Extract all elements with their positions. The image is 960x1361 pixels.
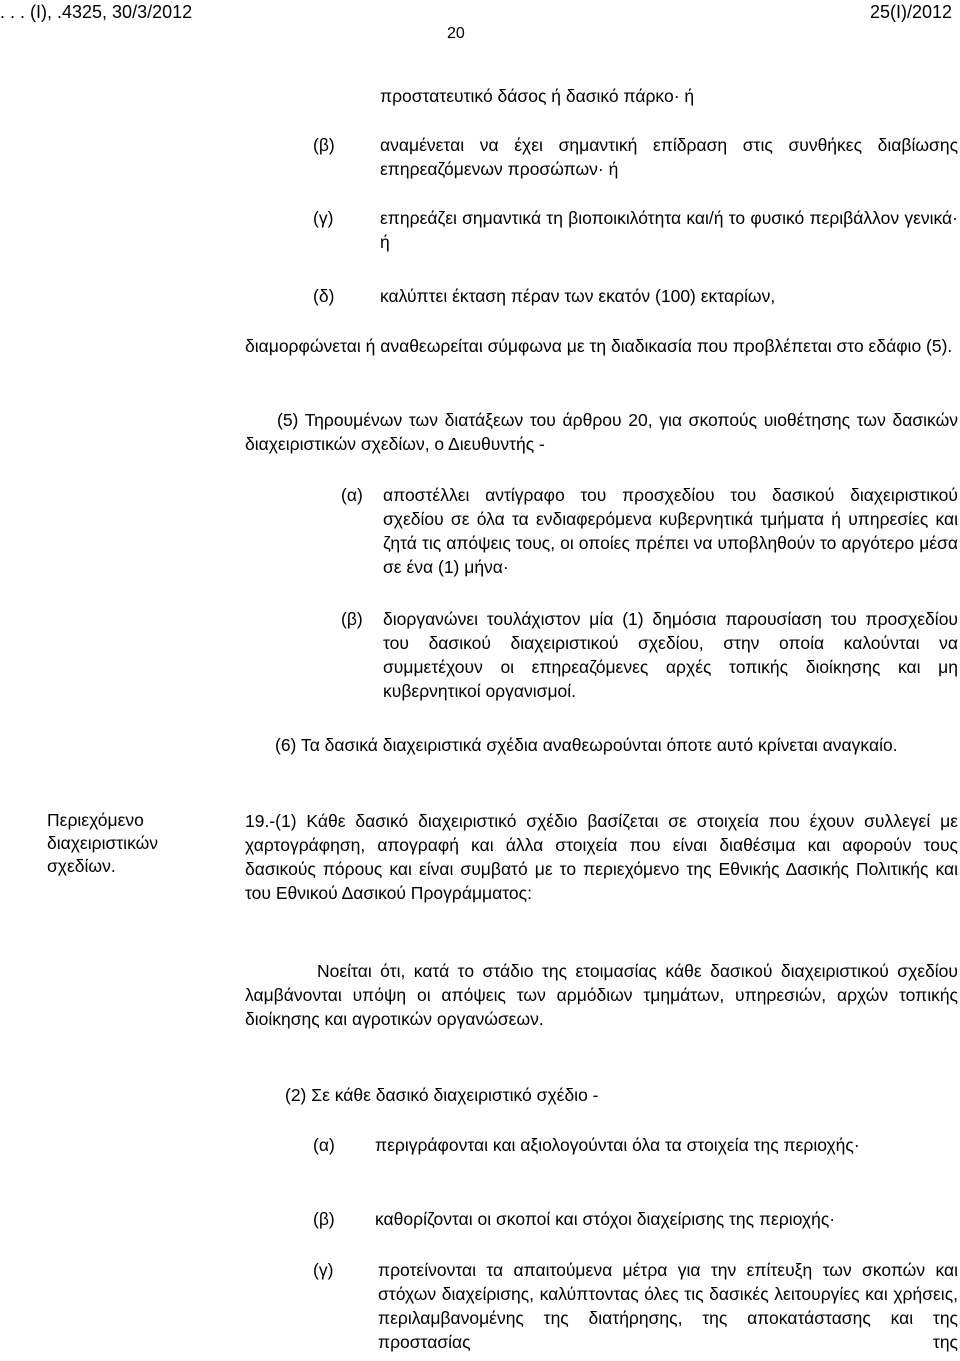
article-19-paragraph-1: 19.-(1) Κάθε δασικό διαχειριστικό σχέδιο βασίζεται σε στοιχεία που έχουν συλλεγεί με χαρτογράφηση, απογραφή και άλλα στοιχεία που είναι διαθέσιμα και αφορούν τους δασικούς πόρους και είναι συμβατό με το περιεχόμενο της Εθνικής Δασικής Πολιτικής και του Εθνικού Δασικού Προγράμματος: bbox=[245, 811, 958, 903]
subsection-6: (6) Τα δασικά διαχειριστικά σχέδια αναθεωρούνται όποτε αυτό κρίνεται αναγκαίο. bbox=[275, 735, 898, 755]
list-label: (β) bbox=[313, 135, 335, 155]
paragraph-closing: διαμορφώνεται ή αναθεωρείται σύμφωνα με τη διαδικασία που προβλέπεται στο εδάφιο (5). bbox=[245, 336, 953, 356]
page-number: 20 bbox=[447, 25, 465, 42]
list-item-text: καλύπτει έκταση πέραν των εκατόν (100) εκταρίων, bbox=[380, 286, 776, 306]
list-label: (δ) bbox=[313, 286, 335, 306]
list-label: (γ) bbox=[313, 1260, 334, 1280]
margin-note: Περιεχόμενο διαχειριστικών σχεδίων. bbox=[47, 810, 159, 876]
list-item-text: καθορίζονται οι σκοποί και στόχοι διαχείρισης της περιοχής· bbox=[375, 1209, 836, 1229]
list-item-text: διοργανώνει τουλάχιστον μία (1) δημόσια παρουσίαση του προσχεδίου του δασικού διαχειριστικού σχεδίου, στην οποία καλούνται να συμμετέχουν οι επηρεαζόμενες αρχές τοπικής διοίκησης και μη κυβερνητικοί οργανισμοί. bbox=[383, 609, 958, 701]
list-label: (γ) bbox=[313, 208, 334, 228]
list-label: (β) bbox=[313, 1209, 335, 1229]
list-label: (α) bbox=[313, 1135, 335, 1155]
list-item-text: επηρεάζει σημαντικά τη βιοποικιλότητα και/ή το φυσικό περιβάλλον γενικά· ή bbox=[380, 208, 958, 252]
list-item-text: προτείνονται τα απαιτούμενα μέτρα για την επίτευξη των σκοπών και στόχων διαχείρισης, καλύπτοντας όλες τις δασικές λειτουργίες και χρήσεις, περιλαμβανομένης της διατήρησης, της αποκατάστασης και της προστασίας της bbox=[378, 1260, 958, 1352]
list-item-text: αποστέλλει αντίγραφο του προσχεδίου του δασικού διαχειριστικού σχεδίου σε όλα τα ενδιαφερόμενα κυβερνητικά τμήματα ή υπηρεσίες και ζητά τις απόψεις τους, οι οποίες πρέπει να υποβληθούν το αργότερο μέσα σε ένα (1) μήνα· bbox=[383, 485, 958, 577]
header-law-number: 25(Ι)/2012 bbox=[869, 2, 952, 22]
list-item-text: περιγράφονται και αξιολογούνται όλα τα στοιχεία της περιοχής· bbox=[375, 1135, 860, 1155]
list-item-text: αναμένεται να έχει σημαντική επίδραση στις συνθήκες διαβίωσης επηρεαζόμενων προσώπων· ή bbox=[380, 135, 958, 179]
list-item-continuation: προστατευτικό δάσος ή δασικό πάρκο· ή bbox=[380, 86, 695, 106]
subsection-2-intro: (2) Σε κάθε δασικό διαχειριστικό σχέδιο - bbox=[285, 1085, 599, 1105]
header-reference: . . . (Ι), .4325, 30/3/2012 bbox=[0, 2, 193, 22]
list-label: (α) bbox=[341, 485, 363, 505]
article-19-proviso: Νοείται ότι, κατά το στάδιο της ετοιμασίας κάθε δασικού διαχειριστικού σχεδίου λαμβάνονται υπόψη οι απόψεις των αρμόδιων τμημάτων, υπηρεσιών, αρχών τοπικής διοίκησης και αγροτικών οργανώσεων. bbox=[245, 961, 958, 1029]
subsection-5-intro: (5) Τηρουμένων των διατάξεων του άρθρου 20, για σκοπούς υιοθέτησης των δασικών διαχειριστικών σχεδίων, ο Διευθυντής - bbox=[245, 410, 958, 454]
list-label: (β) bbox=[341, 609, 363, 629]
